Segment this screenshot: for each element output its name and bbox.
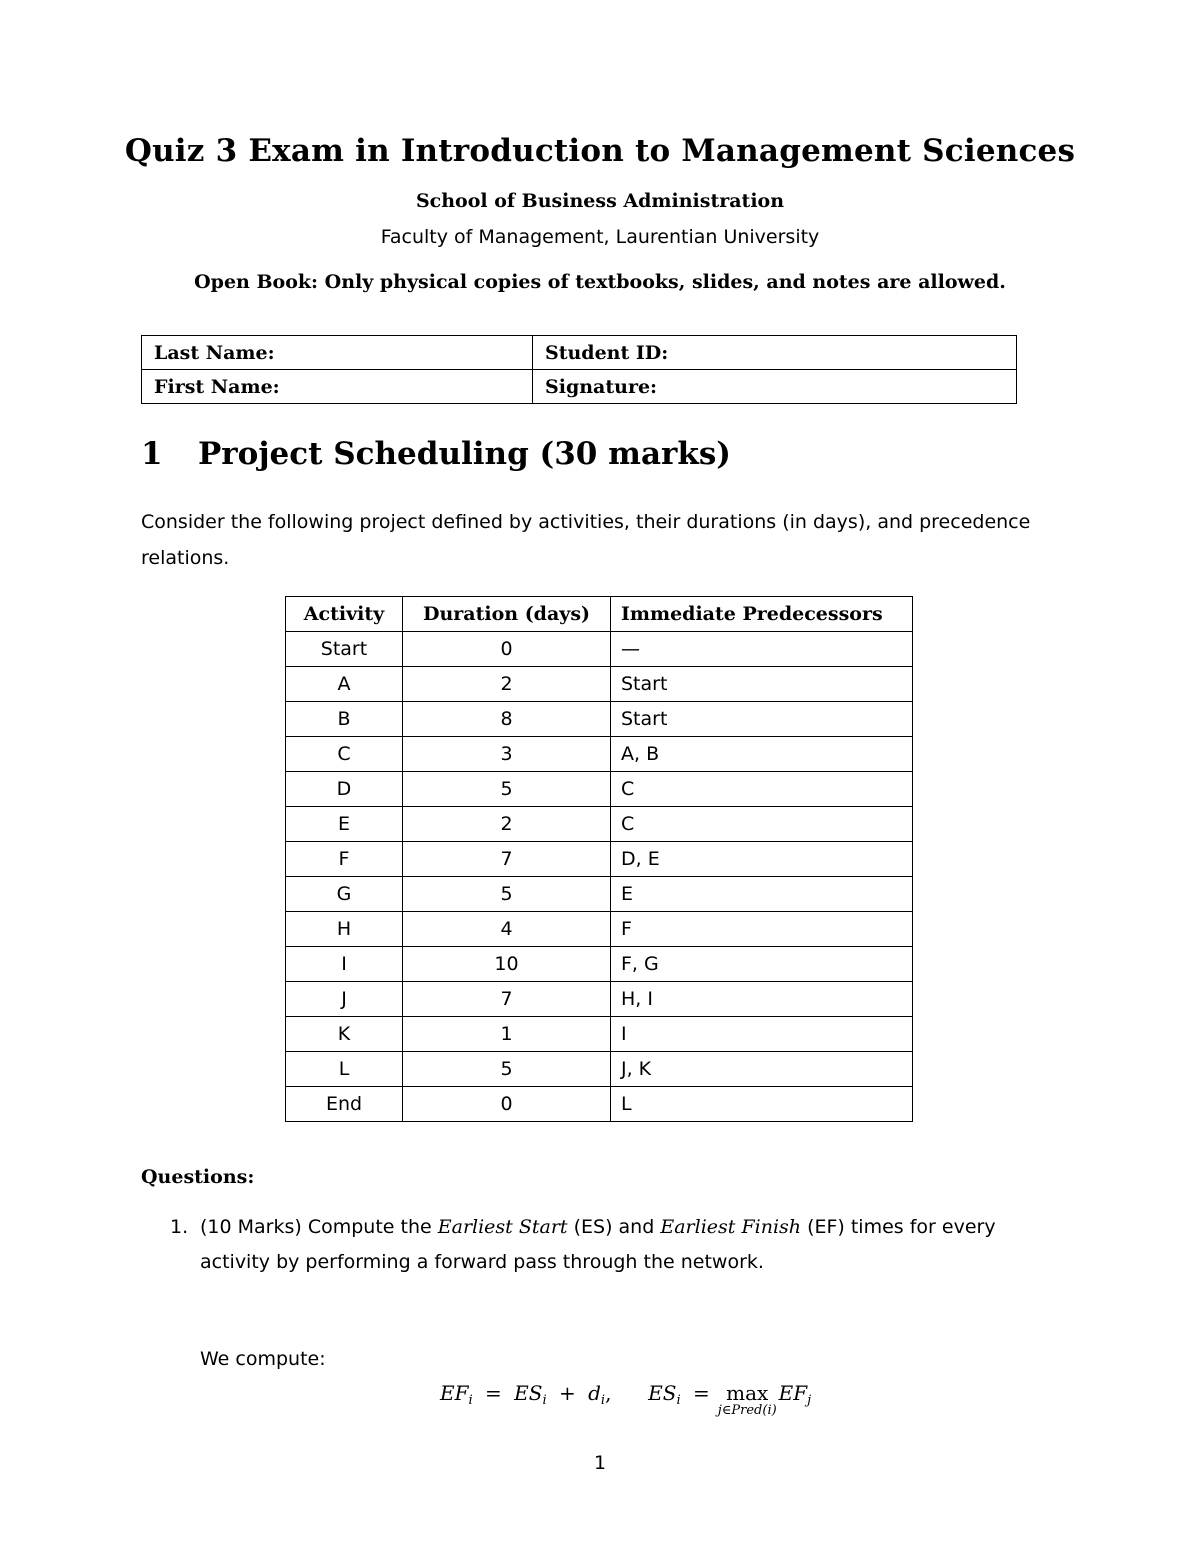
cell-activity: L	[286, 1052, 403, 1087]
table-row	[286, 947, 913, 982]
cell-duration: 5	[403, 877, 611, 912]
section-intro: Consider the following project defined by activities, their durations (in days), and precedence relations.	[141, 511, 1031, 569]
formula-equals-2: =	[693, 1381, 710, 1405]
first-name-field[interactable]: First Name:	[142, 370, 533, 404]
activity-table	[285, 596, 913, 1122]
formula-es: ES	[514, 1381, 543, 1405]
table-row	[286, 772, 913, 807]
formula-ef: EF	[440, 1381, 469, 1405]
cell-duration: 7	[403, 842, 611, 877]
formula-comma: ,	[605, 1381, 612, 1405]
cell-duration: 3	[403, 737, 611, 772]
page-title: Quiz 3 Exam in Introduction to Management Sciences	[124, 133, 1076, 169]
table-row	[286, 842, 913, 877]
formula-ef-2: EF	[778, 1381, 808, 1405]
formula	[440, 1381, 812, 1418]
page-number: 1	[593, 1452, 607, 1474]
open-book-notice: Open Book: Only physical copies of textbooks, slides, and notes are allowed.	[194, 271, 1006, 293]
cell-predecessors: I	[611, 1017, 913, 1052]
cell-activity: E	[286, 807, 403, 842]
cell-duration: 0	[403, 632, 611, 667]
formula-sub-i-3: i	[600, 1393, 606, 1408]
formula-es-2: ES	[648, 1381, 677, 1405]
cell-duration: 2	[403, 667, 611, 702]
header-predecessors: Immediate Predecessors	[611, 597, 913, 632]
cell-activity: End	[286, 1087, 403, 1122]
cell-activity: D	[286, 772, 403, 807]
cell-activity: A	[286, 667, 403, 702]
question-1	[170, 1210, 1070, 1280]
table-row	[286, 807, 913, 842]
cell-predecessors: L	[611, 1087, 913, 1122]
we-compute-text: We compute:	[200, 1348, 326, 1370]
formula-max	[717, 1381, 777, 1418]
cell-activity: G	[286, 877, 403, 912]
cell-duration: 8	[403, 702, 611, 737]
cell-activity: H	[286, 912, 403, 947]
cell-duration: 5	[403, 1052, 611, 1087]
cell-activity: I	[286, 947, 403, 982]
cell-predecessors: C	[611, 807, 913, 842]
section-title: Project Scheduling (30 marks)	[198, 436, 731, 472]
faculty-name: Faculty of Management, Laurentian University	[380, 226, 820, 248]
cell-predecessors: F, G	[611, 947, 913, 982]
question-marks: (10 Marks) Compute the	[200, 1216, 432, 1238]
cell-predecessors: F	[611, 912, 913, 947]
cell-duration: 10	[403, 947, 611, 982]
table-row	[142, 370, 1017, 404]
signature-field[interactable]: Signature:	[533, 370, 1017, 404]
table-row	[286, 667, 913, 702]
cell-predecessors: Start	[611, 702, 913, 737]
table-row	[286, 982, 913, 1017]
table-row	[286, 1087, 913, 1122]
table-row	[286, 632, 913, 667]
cell-activity: J	[286, 982, 403, 1017]
question-number: 1.	[170, 1216, 189, 1238]
student-id-field[interactable]: Student ID:	[533, 336, 1017, 370]
term-earliest-finish: Earliest Finish	[660, 1216, 802, 1238]
formula-sub-i-4: i	[676, 1393, 681, 1408]
formula-sub-i: i	[468, 1393, 473, 1408]
section-heading	[141, 436, 731, 472]
cell-predecessors: A, B	[611, 737, 913, 772]
question-mid: (ES) and	[573, 1216, 655, 1238]
student-info-table	[141, 335, 1017, 404]
formula-max-text: max	[726, 1381, 769, 1405]
cell-activity: K	[286, 1017, 403, 1052]
header-activity: Activity	[286, 597, 403, 632]
table-row	[286, 737, 913, 772]
cell-duration: 4	[403, 912, 611, 947]
cell-duration: 5	[403, 772, 611, 807]
cell-predecessors: Start	[611, 667, 913, 702]
table-row	[286, 702, 913, 737]
table-row	[142, 336, 1017, 370]
cell-predecessors: —	[611, 632, 913, 667]
cell-predecessors: D, E	[611, 842, 913, 877]
table-row	[286, 912, 913, 947]
cell-activity: C	[286, 737, 403, 772]
last-name-field[interactable]: Last Name:	[142, 336, 533, 370]
formula-sub-j: j	[807, 1393, 812, 1408]
cell-predecessors: H, I	[611, 982, 913, 1017]
cell-activity: F	[286, 842, 403, 877]
question-text	[200, 1210, 1070, 1280]
header-duration: Duration (days)	[403, 597, 611, 632]
cell-duration: 1	[403, 1017, 611, 1052]
formula-equals: =	[485, 1381, 502, 1405]
questions-label: Questions:	[141, 1166, 255, 1188]
cell-predecessors: J, K	[611, 1052, 913, 1087]
cell-duration: 0	[403, 1087, 611, 1122]
table-header-row	[286, 597, 913, 632]
cell-activity: B	[286, 702, 403, 737]
section-number: 1	[141, 436, 163, 472]
formula-plus: +	[558, 1381, 576, 1405]
formula-max-subscript: j∈Pred(i)	[717, 1403, 777, 1418]
cell-predecessors: C	[611, 772, 913, 807]
school-name: School of Business Administration	[415, 190, 785, 212]
formula-d: d	[588, 1381, 601, 1405]
table-row	[286, 877, 913, 912]
cell-duration: 2	[403, 807, 611, 842]
question-rest: (EF) times for every activity by performing a forward pass through the network.	[200, 1216, 996, 1273]
cell-duration: 7	[403, 982, 611, 1017]
cell-predecessors: E	[611, 877, 913, 912]
term-earliest-start: Earliest Start	[437, 1216, 568, 1238]
formula-sub-i-2: i	[542, 1393, 547, 1408]
table-row	[286, 1017, 913, 1052]
table-row	[286, 1052, 913, 1087]
cell-activity: Start	[286, 632, 403, 667]
